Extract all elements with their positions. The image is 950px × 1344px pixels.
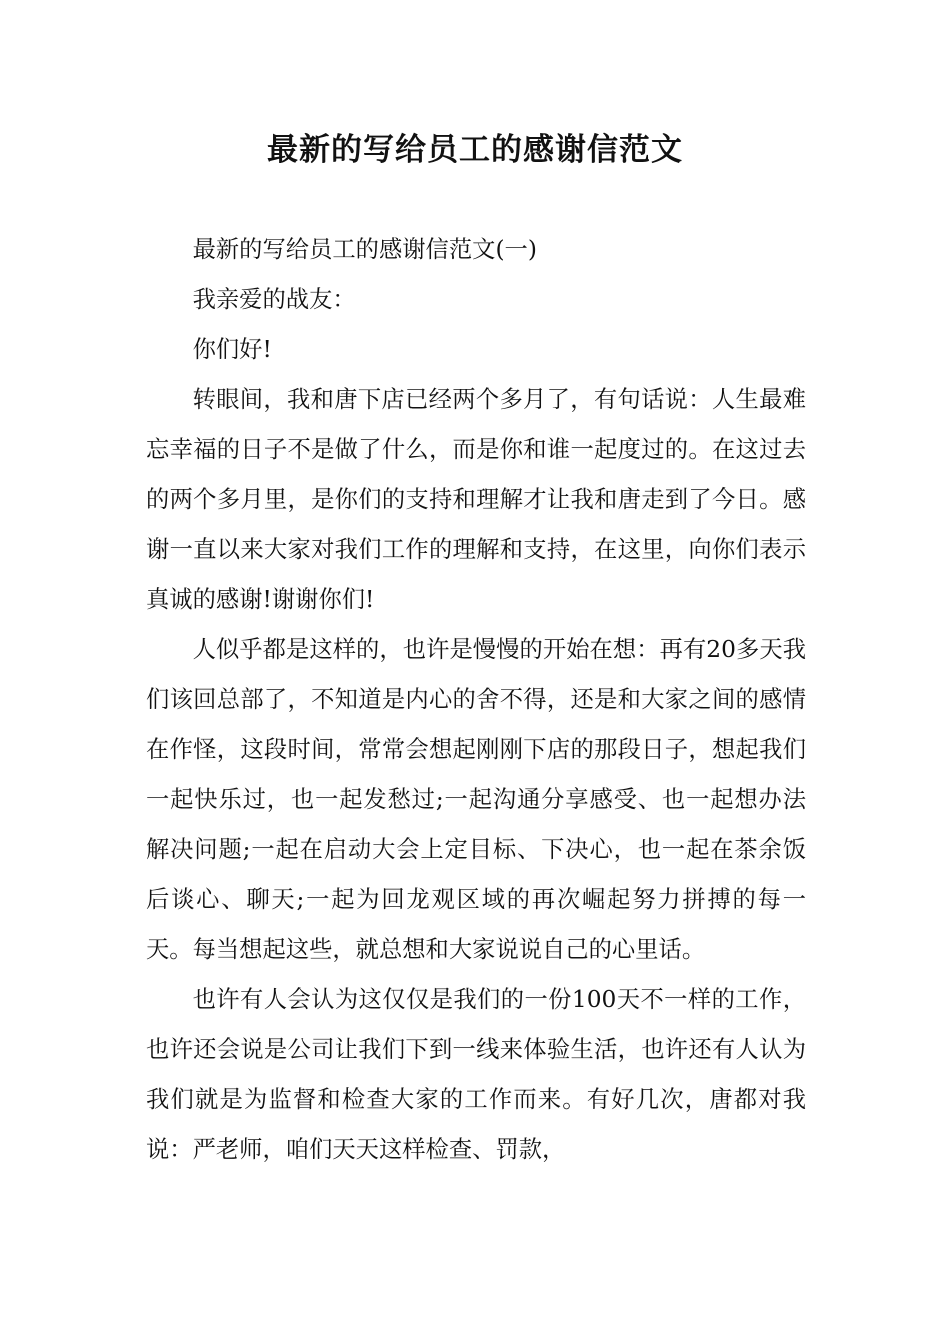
document-title: 最新的写给员工的感谢信范文 [267,132,683,168]
paragraph-greeting: 你们好! [192,336,272,363]
paragraph-body: 转眼间，我和唐下店已经两个多月了，有句话说：人生最难忘幸福的日子不是做了什么，而是你和谁一起度过的。在这过去的两个多月里，是你们的支持和理解才让我和唐走到了今日。感谢一直以来大家对我们工作的理解和支持，在这里，向你们表示真诚的感谢!谢谢你们! [146,386,806,613]
paragraph-body: 人似乎都是这样的，也许是慢慢的开始在想：再有20多天我们该回总部了，不知道是内心的舍不得，还是和大家之间的感情在作怪，这段时间，常常会想起刚刚下店的那段日子，想起我们一起快乐过，也一起发愁过;一起沟通分享感受、也一起想办法解决问题;一起在启动大会上定目标、下决心，也一起在茶余饭后谈心、聊天;一起为回龙观区域的再次崛起努力拼搏的每一天。每当想起这些，就总想和大家说说自己的心里话。 [146,636,806,963]
paragraph-body: 也许有人会认为这仅仅是我们的一份100天不一样的工作，也许还会说是公司让我们下到一线来体验生活，也许还有人认为我们就是为监督和检查大家的工作而来。有好几次，唐都对我说：严老师，咱们天天这样检查、罚款， [146,986,806,1163]
paragraph-salutation: 我亲爱的战友： [192,286,356,313]
paragraph-subtitle: 最新的写给员工的感谢信范文(一) [192,236,537,263]
document-body [146,225,806,1175]
